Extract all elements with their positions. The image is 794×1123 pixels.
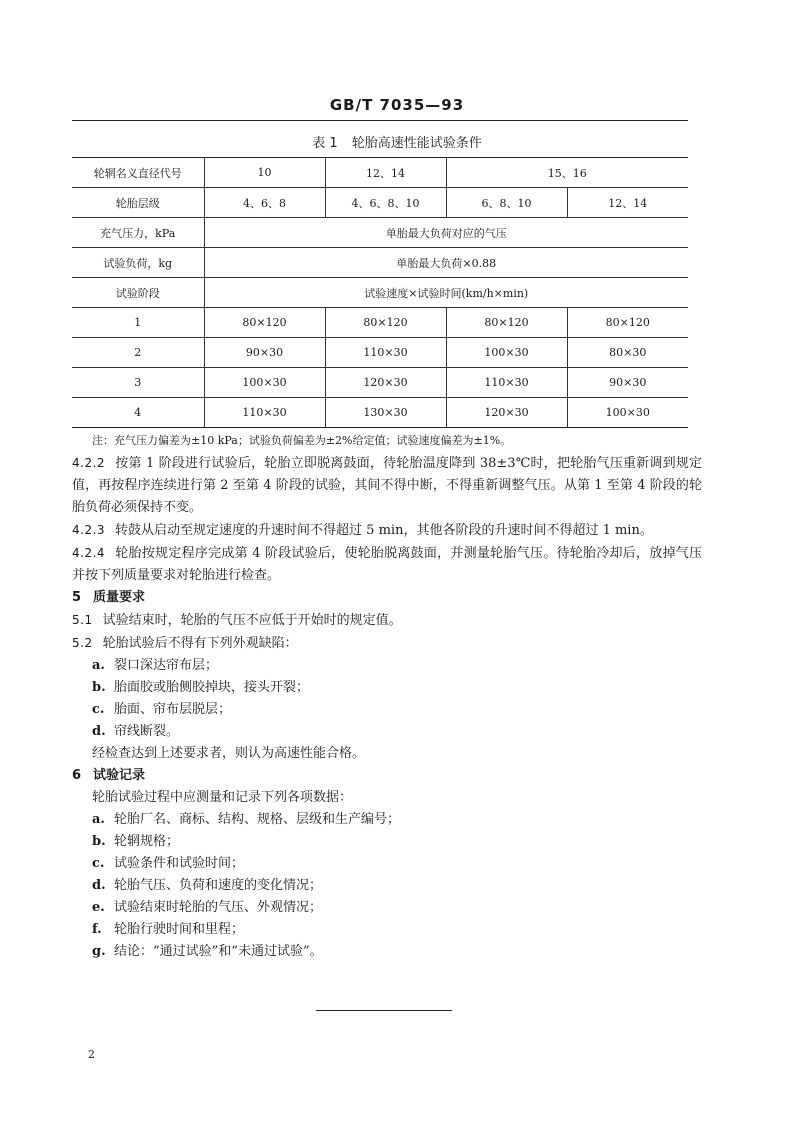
- table-row: [72, 158, 688, 188]
- table-cell: 10: [204, 158, 325, 188]
- table-row: [72, 278, 688, 308]
- list-item-text: 帘线断裂。: [114, 724, 180, 739]
- row-label-ply-rating: 轮胎层级: [72, 188, 204, 218]
- table-cell: 100×30: [204, 368, 325, 398]
- list-item-text: 轮胎气压、负荷和速度的变化情况；: [114, 878, 323, 893]
- list-item: [72, 919, 702, 941]
- stage-number: 2: [72, 338, 204, 368]
- table-cell: 110×30: [446, 368, 567, 398]
- list-item: [72, 721, 702, 743]
- table-row: [72, 248, 688, 278]
- table-note: 注：充气压力偏差为±10 kPa；试验负荷偏差为±2%给定值；试验速度偏差为±1%。: [92, 434, 512, 447]
- table-cell: 110×30: [204, 398, 325, 428]
- section-heading-5: [72, 587, 702, 609]
- table-caption-title: 轮胎高速性能试验条件: [351, 136, 482, 151]
- row-label-test-load: 试验负荷，kg: [72, 248, 204, 278]
- list-item-label: b.: [92, 834, 106, 849]
- list-item-text: 结论：“通过试验”和“未通过试验”。: [114, 944, 323, 959]
- clause-number: 5.1: [72, 613, 93, 627]
- clause-text: 试验结束时，轮胎的气压不应低于开始时的规定值。: [102, 613, 402, 628]
- table-cell: 90×30: [567, 368, 688, 398]
- table-cell: 4、6、8: [204, 188, 325, 218]
- list-item-label: g.: [92, 944, 106, 959]
- clause-text: 转鼓从启动至规定速度的升速时间不得超过 5 min，其他各阶段的升速时间不得超过 1 min。: [115, 523, 653, 538]
- section-title: 试验记录: [93, 768, 146, 783]
- table-cell: 单胎最大负荷×0.88: [204, 248, 688, 278]
- list-item-label: d.: [92, 724, 106, 739]
- list-item: [72, 875, 702, 897]
- table-row: [72, 218, 688, 248]
- table-cell: 110×30: [325, 338, 446, 368]
- table-cell: 12、14: [567, 188, 688, 218]
- table-cell: 试验速度×试验时间(km/h×min): [204, 278, 688, 308]
- table-cell: 15、16: [446, 158, 688, 188]
- table-cell: 90×30: [204, 338, 325, 368]
- stage-number: 1: [72, 308, 204, 338]
- list-item-label: c.: [92, 702, 105, 717]
- document-body: [72, 452, 702, 963]
- clause-5-2: [72, 632, 702, 655]
- section-number: 6: [72, 768, 82, 783]
- header-rule: [72, 120, 688, 121]
- end-of-document-rule: [316, 1010, 452, 1011]
- table-caption-number: 表 1: [312, 136, 338, 151]
- list-item-text: 轮胎行驶时间和里程；: [114, 922, 245, 937]
- table-cell: 80×30: [567, 338, 688, 368]
- quality-conclusion: 经检查达到上述要求者，则认为高速性能合格。: [92, 746, 366, 761]
- table-cell: 120×30: [446, 398, 567, 428]
- list-item-text: 试验结束时轮胎的气压、外观情况；: [114, 900, 323, 915]
- table-row: [72, 188, 688, 218]
- clause-number: 4.2.3: [72, 523, 106, 537]
- list-item: [72, 897, 702, 919]
- clause-number: 4.2.2: [72, 456, 106, 470]
- row-label-inflation-pressure: 充气压力，kPa: [72, 218, 204, 248]
- table-caption: [0, 132, 794, 151]
- list-item: [72, 831, 702, 853]
- table-cell: 80×120: [325, 308, 446, 338]
- table-row: [72, 308, 688, 338]
- list-item: [72, 677, 702, 699]
- table-row: [72, 368, 688, 398]
- table-cell: 80×120: [567, 308, 688, 338]
- list-item: [72, 853, 702, 875]
- list-item-label: f.: [92, 922, 102, 937]
- standard-code-header: GB/T 7035—93: [329, 96, 465, 114]
- table-cell: 80×120: [204, 308, 325, 338]
- list-item-label: b.: [92, 680, 106, 695]
- list-item-text: 裂口深达帘布层；: [114, 658, 219, 673]
- table-cell: 4、6、8、10: [325, 188, 446, 218]
- list-item-text: 轮辋规格；: [114, 834, 180, 849]
- table-cell: 100×30: [446, 338, 567, 368]
- list-item-text: 胎面、帘布层脱层；: [114, 702, 232, 717]
- list-item: [72, 655, 702, 677]
- clause-4-2-3: [72, 519, 702, 542]
- list-item: [72, 941, 702, 963]
- clause-text: 轮胎按规定程序完成第 4 阶段试验后，使轮胎脱离鼓面，并测量轮胎气压。待轮胎冷却后，放掉气压并按下列质量要求对轮胎进行检查。: [72, 546, 702, 583]
- list-item-text: 试验条件和试验时间；: [114, 856, 245, 871]
- list-item-text: 胎面胶或胎侧胶掉块，接头开裂；: [114, 680, 310, 695]
- list-item-label: c.: [92, 856, 105, 871]
- list-item: [72, 699, 702, 721]
- list-item-label: d.: [92, 878, 106, 893]
- list-item-label: e.: [92, 900, 105, 915]
- stage-number: 4: [72, 398, 204, 428]
- records-intro: 轮胎试验过程中应测量和记录下列各项数据：: [92, 790, 353, 805]
- list-item-label: a.: [92, 658, 105, 673]
- stage-number: 3: [72, 368, 204, 398]
- table-cell: 130×30: [325, 398, 446, 428]
- table-cell: 12、14: [325, 158, 446, 188]
- list-item: [72, 809, 702, 831]
- clause-number: 5.2: [72, 636, 93, 650]
- table-row: [72, 338, 688, 368]
- clause-number: 4.2.4: [72, 546, 106, 560]
- section-number: 5: [72, 590, 82, 605]
- table-cell: 100×30: [567, 398, 688, 428]
- clause-text: 轮胎试验后不得有下列外观缺陷：: [102, 636, 298, 651]
- row-label-rim-diameter: 轮辋名义直径代号: [72, 158, 204, 188]
- clause-4-2-4: [72, 542, 702, 587]
- table-cell: 80×120: [446, 308, 567, 338]
- clause-text: 按第 1 阶段进行试验后，轮胎立即脱离鼓面，待轮胎温度降到 38±3℃时，把轮胎气压重新调到规定值，再按程序连续进行第 2 至第 4 阶段的试验，其间不得中断，不得重新调整气压。从第 1 至第 4 阶段的轮胎负荷必须保持不变。: [72, 456, 702, 515]
- clause-4-2-2: [72, 452, 702, 519]
- list-item-text: 轮胎厂名、商标、结构、规格、层级和生产编号；: [114, 812, 401, 827]
- table-cell: 120×30: [325, 368, 446, 398]
- list-item-label: a.: [92, 812, 105, 827]
- table-cell: 单胎最大负荷对应的气压: [204, 218, 688, 248]
- section-title: 质量要求: [93, 590, 146, 605]
- table-cell: 6、8、10: [446, 188, 567, 218]
- clause-5-1: [72, 609, 702, 632]
- row-label-test-stage: 试验阶段: [72, 278, 204, 308]
- test-conditions-table: [72, 157, 688, 428]
- table-row: [72, 398, 688, 428]
- section-heading-6: [72, 765, 702, 787]
- page-number: 2: [88, 1048, 95, 1061]
